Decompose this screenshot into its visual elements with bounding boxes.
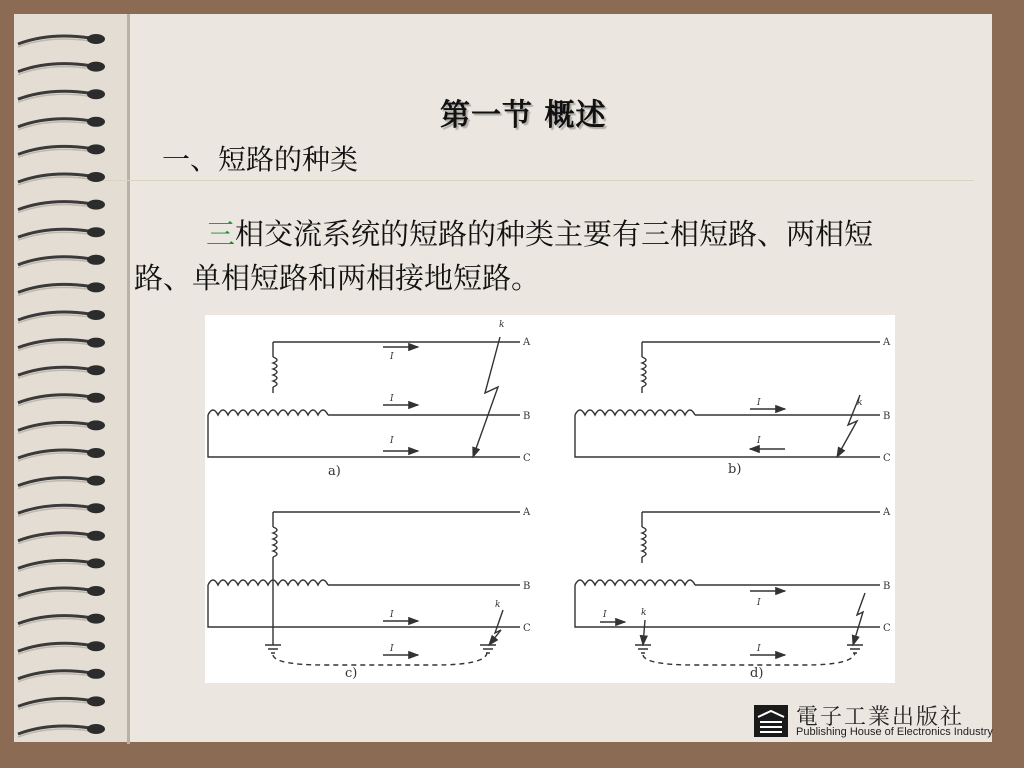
publisher-name-cn: 電子工業出版社 xyxy=(796,705,965,730)
spiral-ring xyxy=(18,338,105,351)
spiral-ring xyxy=(18,89,105,102)
current-label-b1: I xyxy=(757,398,761,408)
section-heading: 一、短路的种类 xyxy=(162,143,359,176)
header-divider xyxy=(86,180,974,181)
paragraph-text: 相交流系统的短路的种类主要有三相短路、两相短路、单相短路和两相接地短路。 xyxy=(134,217,874,295)
spiral-ring xyxy=(18,310,105,323)
publisher-logo-icon xyxy=(752,703,792,739)
phase-label-a-3: A xyxy=(523,507,531,518)
spiral-ring xyxy=(18,172,105,185)
caption-d: d) xyxy=(750,666,764,681)
spiral-ring xyxy=(18,420,105,433)
current-label-a1: I xyxy=(390,352,394,362)
spiral-ring xyxy=(18,448,105,461)
fault-label-b: k xyxy=(857,398,863,408)
spiral-ring xyxy=(18,200,105,213)
phase-label-c-2: C xyxy=(883,453,891,464)
spiral-ring xyxy=(18,227,105,240)
current-label-b2: I xyxy=(757,436,761,446)
spiral-ring xyxy=(18,282,105,295)
spiral-binding-icon xyxy=(10,0,130,768)
phase-label-c-1: C xyxy=(523,453,531,464)
spiral-ring xyxy=(18,669,105,682)
phase-label-b-4: B xyxy=(883,581,891,592)
spiral-ring xyxy=(18,476,105,489)
caption-c: c) xyxy=(345,666,358,681)
caption-b: b) xyxy=(728,462,742,477)
current-label-d3: I xyxy=(757,644,761,654)
phase-label-a-2: A xyxy=(883,337,891,348)
publisher-name-en: Publishing House of Electronics Industry xyxy=(796,726,993,738)
fault-label-d: k xyxy=(641,608,647,618)
fault-label-a: k xyxy=(499,320,505,330)
spiral-ring xyxy=(18,255,105,268)
spiral-ring xyxy=(18,586,105,599)
spiral-ring xyxy=(18,393,105,406)
current-label-c2: I xyxy=(390,644,394,654)
spiral-ring xyxy=(18,62,105,75)
current-label-d1: I xyxy=(757,598,761,608)
spiral-ring xyxy=(18,641,105,654)
fault-label-c: k xyxy=(495,600,501,610)
body-paragraph xyxy=(134,212,894,300)
phase-label-c-3: C xyxy=(523,623,531,634)
phase-label-a-1: A xyxy=(523,337,531,348)
panel-b-circuit xyxy=(575,342,880,457)
spiral-ring xyxy=(18,365,105,378)
spiral-ring xyxy=(18,531,105,544)
spiral-ring xyxy=(18,144,105,157)
slide-title: 第一节 概述 xyxy=(440,98,607,133)
panel-c-circuit xyxy=(208,512,520,665)
panel-a-circuit xyxy=(208,337,520,457)
phase-label-b-3: B xyxy=(523,581,531,592)
phase-label-a-4: A xyxy=(883,507,891,518)
caption-a: a) xyxy=(328,464,341,479)
spiral-ring xyxy=(18,614,105,627)
spiral-ring xyxy=(18,117,105,130)
spiral-ring xyxy=(18,34,105,47)
current-label-d2: I xyxy=(603,610,607,620)
current-label-a3: I xyxy=(390,436,394,446)
spiral-ring xyxy=(18,558,105,571)
short-circuit-types-diagram xyxy=(205,315,895,683)
phase-label-c-4: C xyxy=(883,623,891,634)
phase-label-b-2: B xyxy=(883,411,891,422)
paragraph-first-char: 三 xyxy=(206,217,236,251)
spiral-ring xyxy=(18,503,105,516)
spiral-ring xyxy=(18,696,105,709)
current-label-c1: I xyxy=(390,610,394,620)
panel-d-circuit xyxy=(575,512,880,665)
phase-label-b-1: B xyxy=(523,411,531,422)
current-label-a2: I xyxy=(390,394,394,404)
spiral-ring xyxy=(18,724,105,737)
